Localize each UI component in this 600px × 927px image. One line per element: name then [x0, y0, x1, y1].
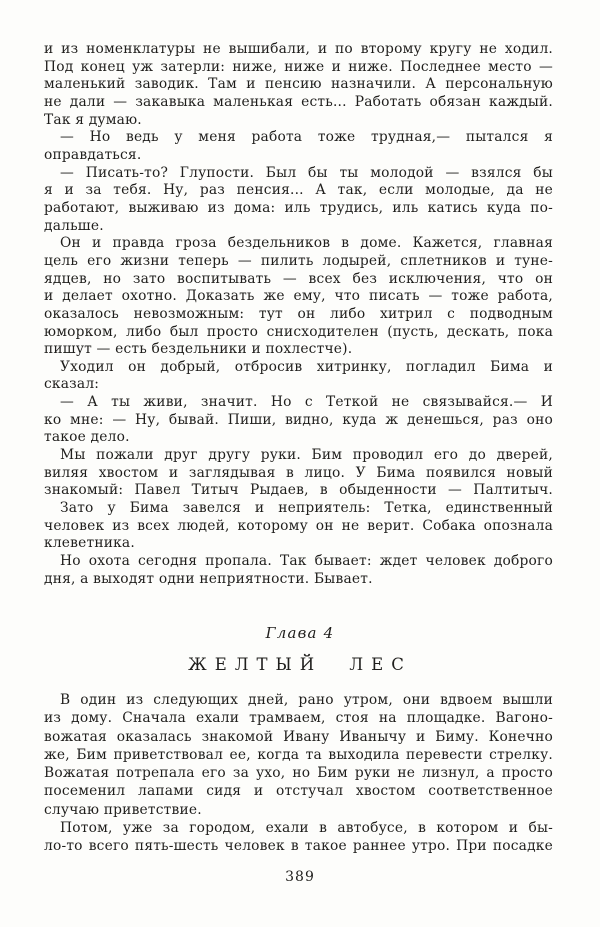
text-line: Так я думаю.	[44, 111, 142, 128]
text-line: клеветника.	[44, 535, 135, 552]
text-line: ло-то всего пять-шесть человек в такое раннее утро. При посадке	[44, 838, 553, 855]
page-number: 389	[285, 869, 315, 885]
chapter-title: ЖЕЛТЫЙ ЛЕС	[188, 655, 412, 674]
text-line: Вожатая потрепала его за ухо, но Бим руки не лизнул, а просто	[44, 765, 553, 782]
text-line: виляя хвостом и заглядывая в лицо. У Бима появился новый	[44, 464, 553, 481]
text-line: ядцев, но зато воспитывать — всех без исключения, что он	[44, 270, 553, 287]
text-line: и делает охотно. Доказать же ему, что писать — тоже работа,	[44, 288, 553, 305]
text-line: юморком, либо был просто снисходителен (пусть, дескать, пока	[44, 323, 553, 340]
text-line: знакомый: Павел Титыч Рыдаев, в обыденности — Палтитыч.	[44, 482, 553, 499]
text-line: посеменил лапами сидя и отстучал хвостом соответственное	[44, 783, 553, 800]
text-line: ко мне: — Ну, бывай. Пиши, видно, куда ж денешься, раз оно	[44, 411, 553, 428]
text-line: Потом, уже за городом, ехали в автобусе, в котором и бы-	[60, 820, 553, 837]
text-line: Он и правда гроза бездельников в доме. Кажется, главная	[60, 235, 553, 252]
text-line: оказалось невозможным: тут он либо хитрил с подводным	[44, 305, 553, 322]
text-line: из дому. Сначала ехали трамваем, стоя на площадке. Вагоно-	[44, 710, 553, 727]
text-line: — Писать-то? Глупости. Был бы ты молодой — взялся бы	[60, 164, 553, 181]
text-line: Уходил он добрый, отбросив хитринку, погладил Бима и	[60, 358, 553, 375]
text-line: Под конец уж затерли: ниже, ниже и ниже. Последнее место —	[44, 58, 553, 75]
text-line: и из номенклатуры не вышибали, и по второму кругу не ходил.	[44, 41, 553, 57]
text-line: дальше.	[44, 217, 104, 234]
text-line: пишут — есть бездельники и похлестче).	[44, 341, 353, 358]
text-line: Мы пожали друг другу руки. Бим проводил его до дверей,	[60, 447, 553, 464]
text-line: не дали — закавыка маленькая есть... Работать обязан каждый.	[44, 93, 553, 110]
text-line: цель его жизни теперь — пилить лодырей, сплетников и туне-	[44, 252, 553, 269]
text-line: Но охота сегодня пропала. Так бывает: ждет человек доброго	[60, 553, 553, 570]
text-line: маленький заводик. Там и пенсию назначили. А персональную	[44, 76, 553, 93]
chapter-number: Глава 4	[265, 624, 335, 642]
text-line: сказал:	[44, 376, 100, 393]
text-line: случаю приветствие.	[44, 801, 202, 818]
text-line: В один из следующих дней, рано утром, они вдвоем вышли	[60, 692, 553, 708]
text-line: Зато у Бима завелся и неприятель: Тетка, единственный	[60, 500, 553, 517]
text-line: человек из всех людей, которому он не верит. Собака опознала	[44, 517, 553, 534]
text-line: такое дело.	[44, 429, 130, 446]
text-line: оправдаться.	[44, 146, 142, 163]
text-line: вожатая оказалась знакомой Ивану Иванычу и Биму. Конечно	[44, 728, 553, 745]
text-line: дня, а выходят одни неприятности. Бывает.	[44, 570, 373, 587]
body-text-top	[44, 41, 553, 588]
text-line: работают, выживаю из дома: иль трудись, иль катись куда по-	[44, 199, 553, 216]
text-line: — А ты живи, значит. Но с Теткой не связывайся.— И	[60, 394, 553, 411]
body-text-bottom	[44, 691, 553, 856]
text-line: же, Бим приветствовал ее, когда та выходила перевести стрелку.	[44, 746, 553, 763]
text-line: я и за тебя. Ну, раз пенсия... А так, если молодые, да не	[44, 182, 553, 199]
text-line: — Но ведь у меня работа тоже трудная,— пытался я	[60, 129, 553, 146]
